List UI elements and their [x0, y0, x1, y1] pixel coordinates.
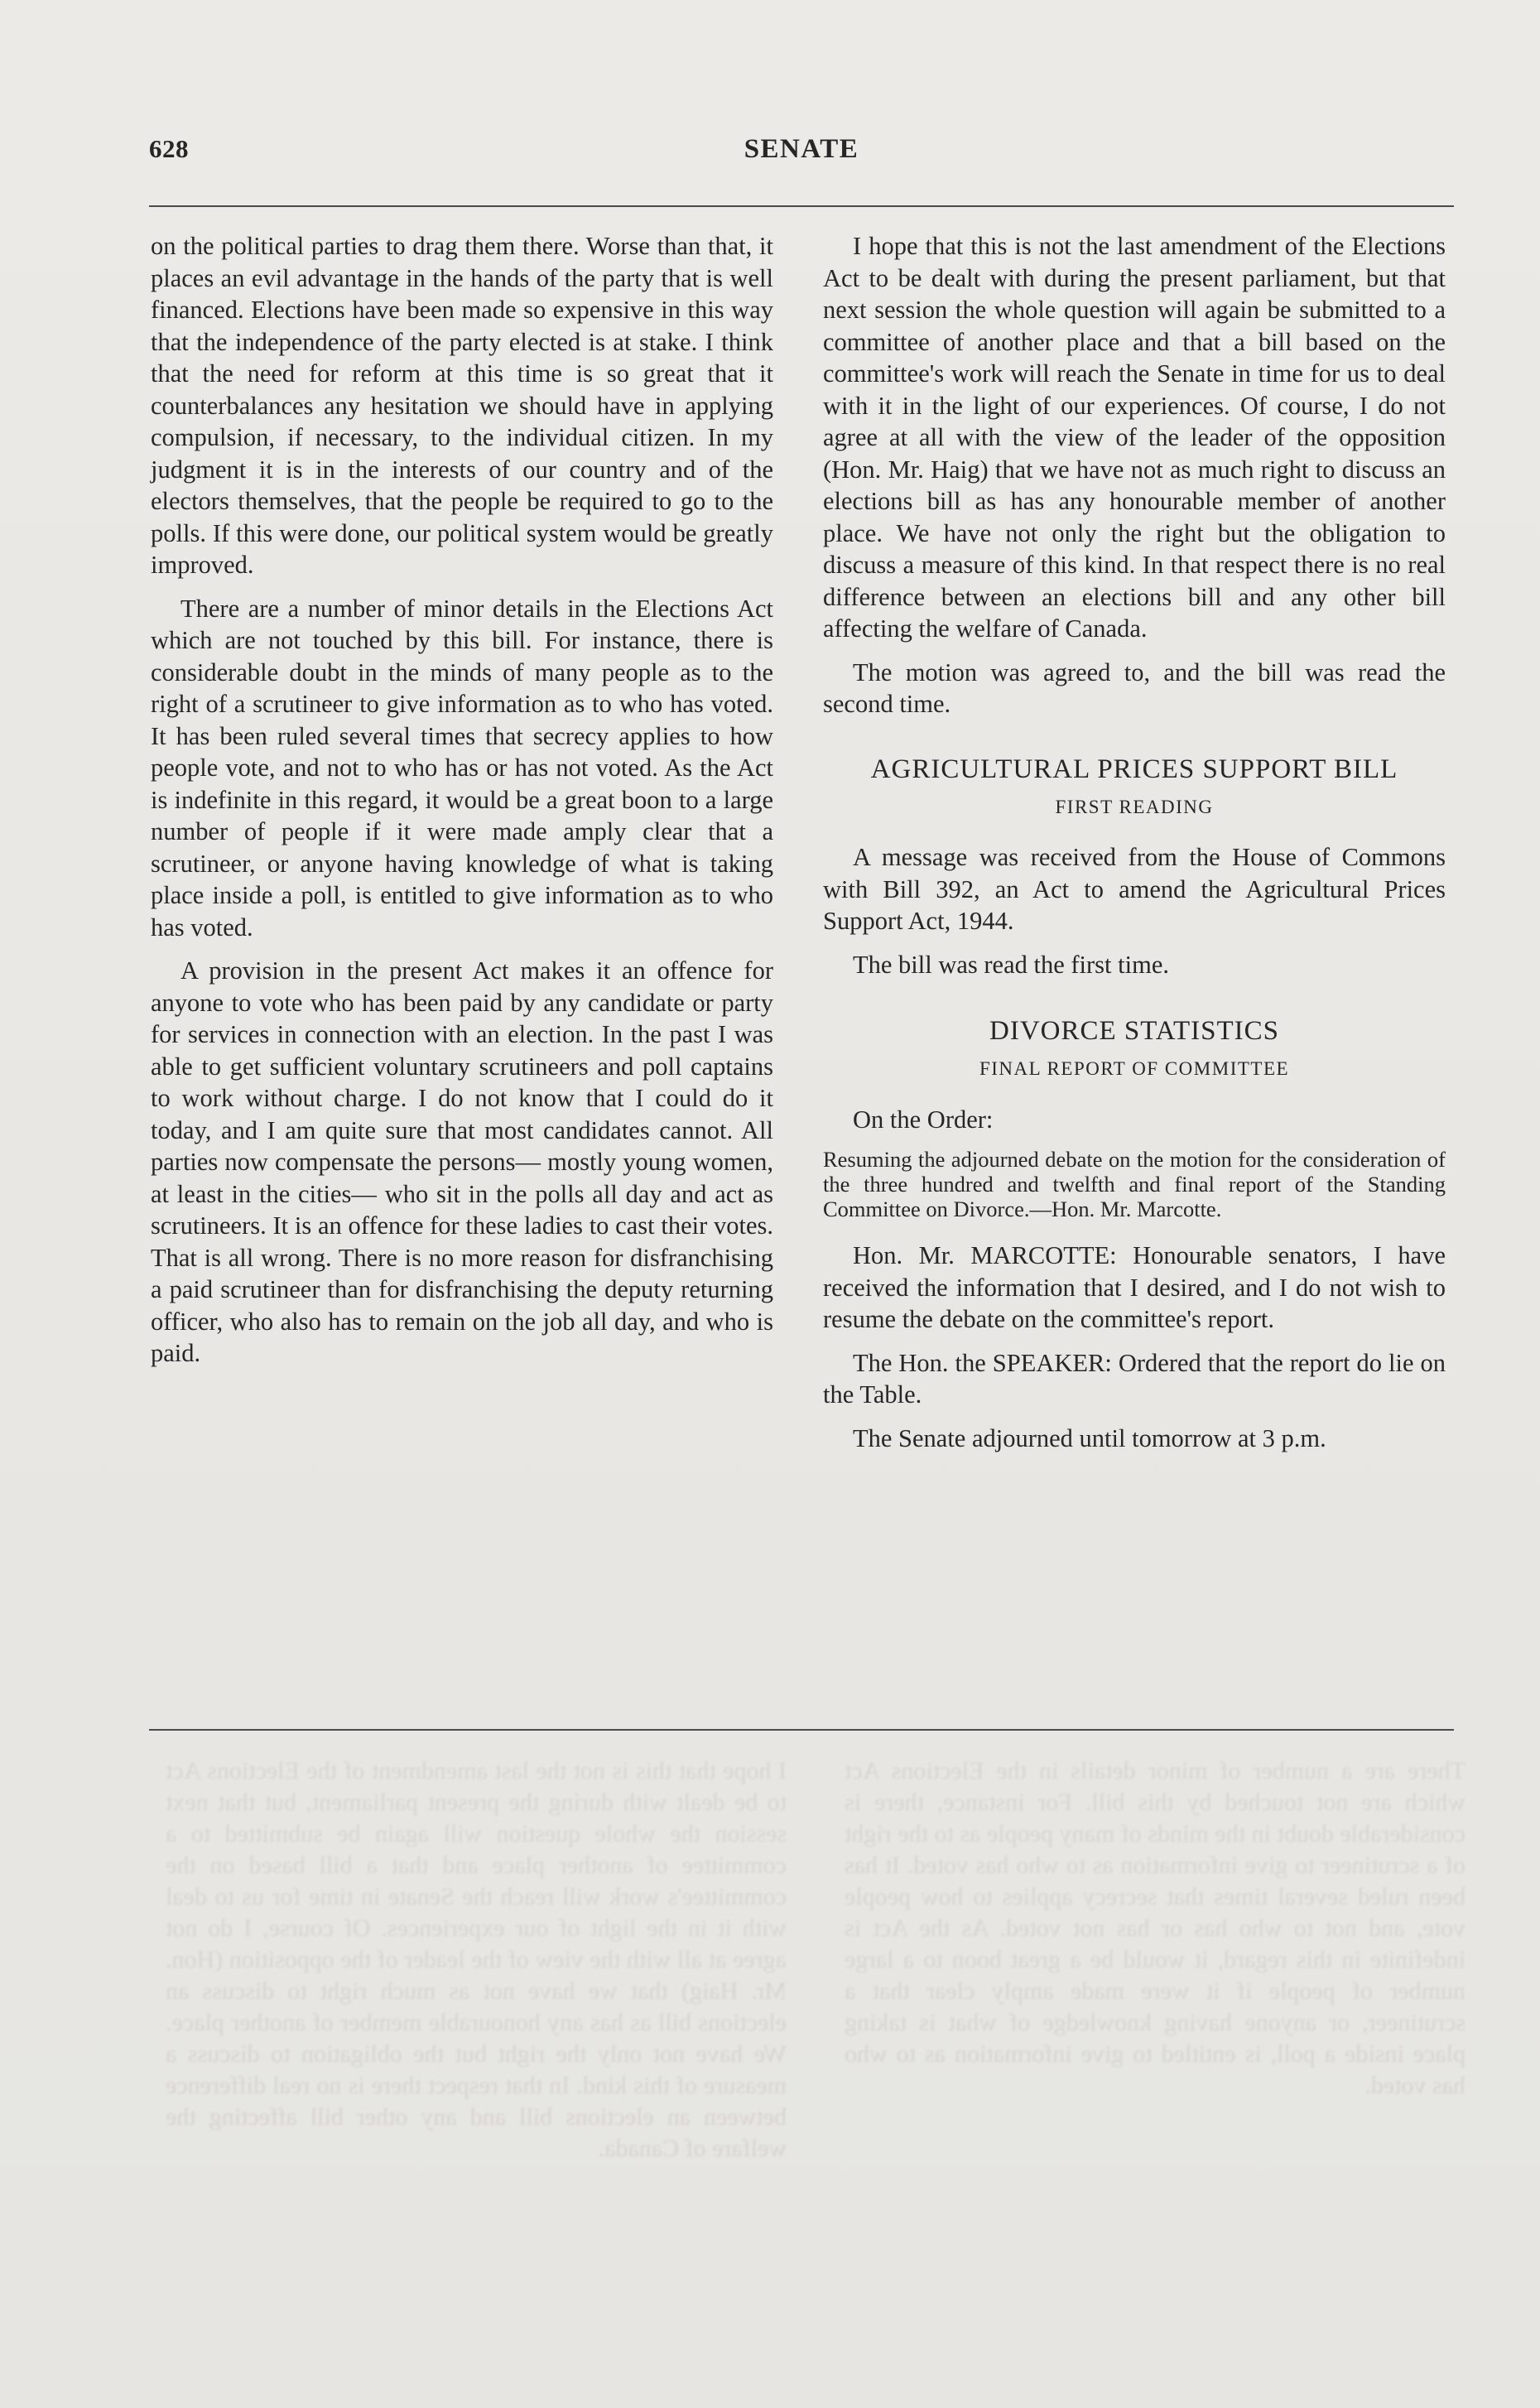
header-rule: [149, 205, 1454, 207]
paragraph: A message was received from the House of Commons with Bill 392, an Act to amend the Agricultural Prices Support Act, 1944.: [823, 843, 1446, 935]
left-column: [151, 230, 773, 1381]
paragraph: There are a number of minor details in the Elections Act which are not touched by this bill. For instance, there is considerable doubt in the minds of many people as to the right of a scrutineer to give information as to who has voted. It has been ruled several times that secrecy applies to how people vote, and not to who has or has not voted. As the Act is indefinite in this regard, it would be a great boon to a large number of people if it were made amply clear that a scrutineer, or anyone having knowledge of what is taking place inside a poll, is entitled to give information as to who has voted.: [151, 594, 773, 942]
running-title: SENATE: [744, 134, 859, 164]
show-through-column: [845, 1755, 1465, 2102]
show-through-texture: [141, 1755, 1465, 2319]
paragraph: on the political parties to drag them there. Worse than that, it places an evil advantage in the hands of the party that is well financed. Elections have been made so expensive in this way that the independence of the party elected is at stake. I think that the need for reform at this time is so great that it counterbalances any hesitation we should have in applying compulsion, if necessary, to the individual citizen. In my judgment it is in the interests of our country and of the electors themselves, that the people be required to go to the polls. If this were done, our political system would be greatly improved.: [151, 232, 773, 579]
paragraph: I hope that this is not the last amendment of the Elections Act to be dealt with during the present parliament, but that next session the whole question will again be submitted to a committee of another place and that a bill based on the committee's work will reach the Senate in time for us to deal with it in the light of our experiences. Of course, I do not agree at all with the view of the leader of the opposition (Hon. Mr. Haig) that we have not as much right to discuss an elections bill as has any honourable member of another place. We have not only the right but the obligation to discuss a measure of this kind. In that respect there is no real difference between an elections bill and any other bill affecting the welfare of Canada.: [823, 232, 1446, 643]
page-header: [149, 134, 1454, 176]
right-column: [823, 230, 1446, 1466]
paragraph: The Hon. the SPEAKER: Ordered that the report do lie on the Table.: [823, 1348, 1446, 1409]
show-through-text: I hope that this is not the last amendment of the Elections Act to be dealt with during the present parliament, but that next session the whole question will again be submitted to a committee of another place and that a bill based on the committee's work will reach the Senate in time for us to deal with it in the light of our experiences. Of course, I do not agree at all with the view of the leader of the opposition (Hon. Mr. Haig) that we have not as much right to discuss an elections bill as has any honourable member of another place. We have not only the right but the obligation to discuss a measure of this kind. In that respect there is no real difference between an elections bill and any other bill affecting the welfare of Canada.: [166, 1757, 787, 2162]
section-subheading-first-reading: FIRST READING: [1055, 796, 1214, 817]
section-heading-agricultural-prices: AGRICULTURAL PRICES SUPPORT BILL: [870, 754, 1398, 784]
paragraph: The Senate adjourned until tomorrow at 3 p.m.: [853, 1423, 1326, 1452]
paragraph: The bill was read the first time.: [853, 950, 1169, 979]
paragraph: The motion was agreed to, and the bill was read the second time.: [823, 657, 1446, 718]
order-line: On the Order:: [853, 1105, 994, 1134]
show-through-text: There are a number of minor details in the Elections Act which are not touched by this bill. For instance, there is considerable doubt in the minds of many people as to the right of a scrutineer to give information as to who has voted. It has been ruled several times that secrecy applies to how people vote, and not to who has or has not voted. As the Act is indefinite in this regard, it would be a great boon to a large number of people if it were made amply clear that a scrutineer, or anyone having knowledge of what is taking place inside a poll, is entitled to give information as to who has voted.: [845, 1757, 1465, 2099]
page-number: 628: [149, 134, 189, 163]
section-heading-divorce-statistics: DIVORCE STATISTICS: [989, 1016, 1279, 1046]
footer-rule: [149, 1729, 1454, 1731]
paragraph: Hon. Mr. MARCOTTE: Honourable senators, I have received the information that I desired, and I do not wish to resume the debate on the committee's report.: [823, 1241, 1446, 1333]
section-subheading-final-report: FINAL REPORT OF COMMITTEE: [979, 1058, 1290, 1079]
motion-text: Resuming the adjourned debate on the motion for the consideration of the three hundred and twelfth and final report of the Standing Committee on Divorce.—Hon. Mr. Marcotte.: [823, 1147, 1446, 1221]
paragraph: A provision in the present Act makes it an offence for anyone to vote who has been paid by any candidate or party for services in connection with an election. In the past I was able to get sufficient voluntary scrutineers and poll captains to work without charge. I do not know that I could do it today, and I am quite sure that most candidates cannot. All parties now compensate the persons— mostly young women, at least in the cities— who sit in the polls all day and act as scrutineers. It is an offence for these ladies to cast their votes. That is all wrong. There is no more reason for disfranchising a paid scrutineer than for disfranchising the deputy returning officer, who also has to remain on the job all day, and who is paid.: [151, 956, 773, 1367]
show-through-column: [166, 1755, 787, 2165]
